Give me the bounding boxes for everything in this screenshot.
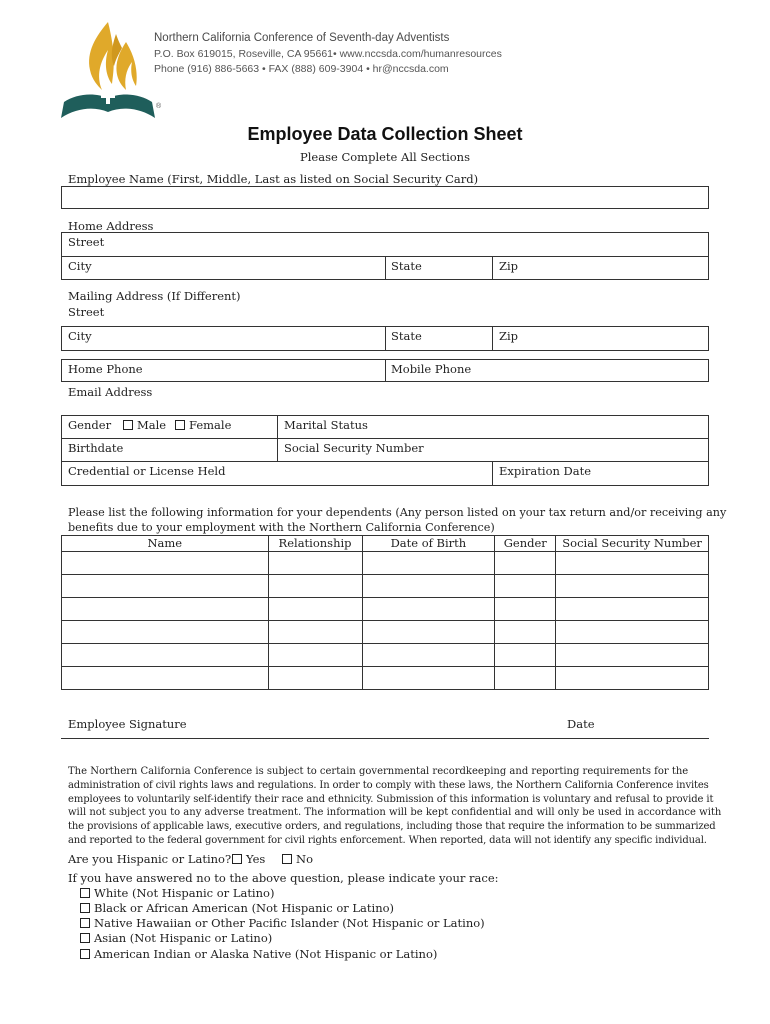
- table-cell[interactable]: [268, 575, 362, 598]
- org-name: Northern California Conference of Seventh-day Adventists: [154, 32, 450, 44]
- email-label: Email Address: [68, 385, 153, 399]
- race-option-american-indian[interactable]: [80, 947, 437, 961]
- table-cell[interactable]: [62, 575, 269, 598]
- table-row: [62, 621, 709, 644]
- checkbox-icon[interactable]: [80, 903, 90, 913]
- signature-line[interactable]: [61, 738, 709, 739]
- checkbox-icon[interactable]: [123, 420, 133, 430]
- home-street-input[interactable]: [61, 232, 709, 257]
- table-cell[interactable]: [362, 552, 495, 575]
- dependents-table: [61, 535, 709, 690]
- race-option-label: American Indian or Alaska Native (Not Hispanic or Latino): [94, 947, 438, 961]
- organization-logo: [56, 14, 166, 124]
- checkbox-icon[interactable]: [282, 854, 292, 864]
- org-address: P.O. Box 619015, Roseville, CA 95661• www.nccsda.com/humanresources: [154, 48, 502, 60]
- table-cell[interactable]: [362, 598, 495, 621]
- mobile-phone-label: Mobile Phone: [391, 362, 472, 376]
- credential-label: Credential or License Held: [68, 464, 226, 478]
- table-cell[interactable]: [62, 552, 269, 575]
- table-row: [62, 575, 709, 598]
- table-cell[interactable]: [495, 552, 556, 575]
- table-row: [62, 644, 709, 667]
- column-header: Date of Birth: [362, 536, 495, 552]
- race-option-white[interactable]: [80, 886, 274, 900]
- notice-line: The Northern California Conference is subject to certain governmental recordkeeping and reporting requirements for the: [68, 766, 689, 777]
- male-label: Male: [137, 418, 167, 432]
- dependents-rows: [62, 552, 709, 690]
- race-option-label: White (Not Hispanic or Latino): [94, 886, 275, 900]
- column-header: Social Security Number: [556, 536, 709, 552]
- race-option-label: Native Hawaiian or Other Pacific Islander (Not Hispanic or Latino): [94, 916, 485, 930]
- hispanic-no-option[interactable]: [282, 852, 313, 866]
- hispanic-yes-option[interactable]: [232, 852, 265, 866]
- table-cell[interactable]: [556, 667, 709, 690]
- table-cell[interactable]: [62, 621, 269, 644]
- column-header: Gender: [495, 536, 556, 552]
- female-label: Female: [189, 418, 232, 432]
- flame-bible-icon: [56, 14, 166, 124]
- hispanic-question: Are you Hispanic or Latino?: [68, 852, 232, 866]
- table-cell[interactable]: [556, 598, 709, 621]
- race-option-pacific-islander[interactable]: [80, 916, 485, 930]
- column-header: Relationship: [268, 536, 362, 552]
- checkbox-icon[interactable]: [80, 933, 90, 943]
- race-option-label: Asian (Not Hispanic or Latino): [94, 931, 273, 945]
- yes-label: Yes: [246, 852, 266, 866]
- registered-mark: ®: [156, 103, 162, 110]
- race-option-black[interactable]: [80, 901, 394, 915]
- notice-line: and reported to the federal government for civil rights enforcement. When reported, data will not identify any specific individual.: [68, 834, 707, 846]
- table-cell[interactable]: [268, 552, 362, 575]
- column-header: Name: [62, 536, 269, 552]
- table-cell[interactable]: [268, 598, 362, 621]
- home-street-label: Street: [68, 235, 105, 249]
- table-cell[interactable]: [62, 644, 269, 667]
- table-cell[interactable]: [268, 621, 362, 644]
- table-cell[interactable]: [62, 667, 269, 690]
- mailing-address-label: Mailing Address (If Different): [68, 289, 241, 303]
- checkbox-icon[interactable]: [175, 420, 185, 430]
- notice-line: employees to voluntarily self-identify their race and ethnicity. Submission of this information is voluntary and refusal to provide it: [68, 793, 714, 805]
- employee-signature-label: Employee Signature: [68, 717, 187, 731]
- race-option-asian[interactable]: [80, 931, 272, 945]
- table-cell[interactable]: [268, 644, 362, 667]
- mailing-zip-label: Zip: [499, 329, 519, 343]
- dependents-intro-1: Please list the following information for your dependents (Any person listed on your tax return and/or receiving any: [68, 506, 727, 519]
- table-cell[interactable]: [362, 621, 495, 644]
- home-state-label: State: [391, 259, 422, 273]
- ssn-label: Social Security Number: [284, 441, 424, 455]
- employee-name-input[interactable]: [61, 186, 709, 209]
- notice-line: the provisions of applicable laws, executive orders, and regulations, including those that require the information to be summarized: [68, 821, 716, 833]
- table-cell[interactable]: [495, 644, 556, 667]
- table-cell[interactable]: [62, 598, 269, 621]
- gender-female-option[interactable]: [175, 418, 231, 432]
- page-subtitle: Please Complete All Sections: [300, 150, 470, 164]
- org-contact: Phone (916) 886-5663 • FAX (888) 609-3904 • hr@nccsda.com: [154, 63, 449, 75]
- dependents-header-row: [62, 536, 709, 552]
- home-address-label: Home Address: [68, 219, 154, 233]
- table-cell[interactable]: [556, 575, 709, 598]
- table-cell[interactable]: [362, 644, 495, 667]
- table-cell[interactable]: [495, 621, 556, 644]
- mailing-state-label: State: [391, 329, 422, 343]
- gender-label: Gender: [68, 418, 112, 432]
- table-row: [62, 598, 709, 621]
- dependents-intro-2: benefits due to your employment with the Northern California Conference): [68, 521, 495, 534]
- race-option-label: Black or African American (Not Hispanic or Latino): [94, 901, 395, 915]
- table-cell[interactable]: [556, 552, 709, 575]
- checkbox-icon[interactable]: [80, 918, 90, 928]
- table-cell[interactable]: [495, 598, 556, 621]
- expiration-date-label: Expiration Date: [499, 464, 592, 478]
- employee-name-label: Employee Name (First, Middle, Last as listed on Social Security Card): [68, 172, 479, 186]
- table-cell[interactable]: [362, 667, 495, 690]
- page-title: Employee Data Collection Sheet: [247, 124, 523, 144]
- signature-date-label: Date: [567, 717, 595, 731]
- home-city-label: City: [68, 259, 92, 273]
- table-cell[interactable]: [495, 575, 556, 598]
- notice-line: will not subject you to any adverse treatment. The information will be kept confidential and will only be used in accordance with: [68, 807, 722, 819]
- mailing-city-label: City: [68, 329, 92, 343]
- no-label: No: [296, 852, 313, 866]
- table-cell[interactable]: [495, 667, 556, 690]
- table-cell[interactable]: [556, 644, 709, 667]
- checkbox-icon[interactable]: [232, 854, 242, 864]
- home-phone-label: Home Phone: [68, 362, 143, 376]
- gender-male-option[interactable]: [123, 418, 166, 432]
- table-cell[interactable]: [268, 667, 362, 690]
- table-row: [62, 667, 709, 690]
- notice-line: administration of civil rights laws and regulations. In order to comply with these laws, the Northern California Conference invites: [68, 779, 709, 791]
- eeo-notice: [68, 765, 722, 848]
- table-cell[interactable]: [362, 575, 495, 598]
- checkbox-icon[interactable]: [80, 949, 90, 959]
- marital-status-label: Marital Status: [284, 418, 368, 432]
- table-cell[interactable]: [556, 621, 709, 644]
- table-row: [62, 552, 709, 575]
- birthdate-label: Birthdate: [68, 441, 124, 455]
- mailing-street-label: Street: [68, 305, 105, 319]
- race-question: If you have answered no to the above question, please indicate your race:: [68, 871, 499, 885]
- checkbox-icon[interactable]: [80, 888, 90, 898]
- home-zip-label: Zip: [499, 259, 519, 273]
